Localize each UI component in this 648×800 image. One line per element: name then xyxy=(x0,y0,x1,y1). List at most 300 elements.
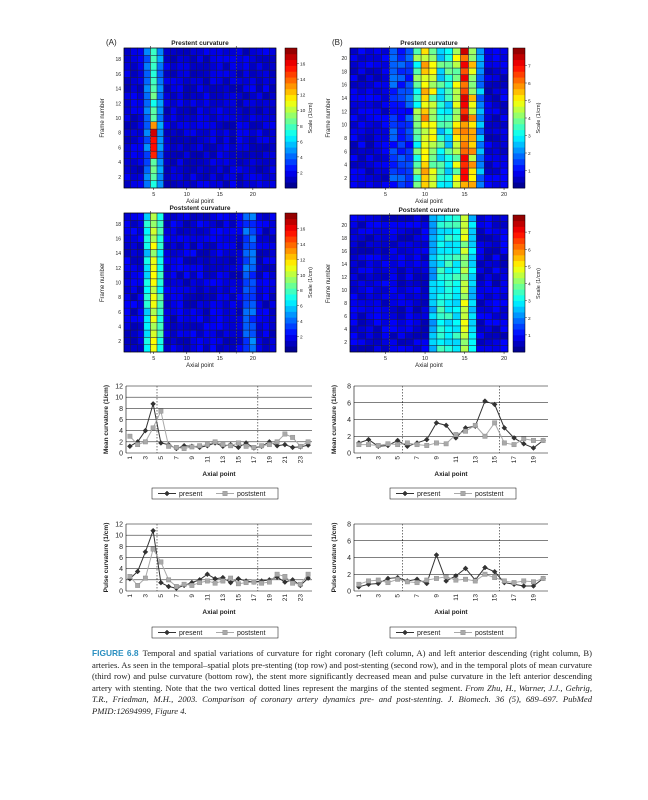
colorbar-tick-label: 1 xyxy=(528,169,531,175)
y-tick-label: 16 xyxy=(341,82,347,89)
x-tick-label: 19 xyxy=(266,456,274,464)
heatmap-cell xyxy=(157,173,164,180)
heatmap-cell xyxy=(230,114,237,121)
poststent-marker xyxy=(386,442,390,446)
heatmap-cell xyxy=(197,107,204,114)
heatmap-cell xyxy=(150,228,157,235)
heatmap-cell xyxy=(405,228,413,235)
heatmap-cell xyxy=(256,100,263,107)
heatmap-cell xyxy=(236,293,243,300)
heatmap-cell xyxy=(164,107,171,114)
heatmap-cell xyxy=(203,92,210,99)
heatmap-cell xyxy=(190,220,197,227)
heatmap-cell xyxy=(217,159,224,166)
poststent-marker xyxy=(473,423,477,427)
heatmap-cell xyxy=(137,337,144,344)
heatmap-cell xyxy=(445,61,453,68)
x-tick-label: 11 xyxy=(452,594,460,601)
heatmap-cell xyxy=(484,175,492,182)
x-axis-label: Axial point xyxy=(186,363,214,369)
heatmap-cell xyxy=(500,313,508,320)
heatmap-cell xyxy=(405,148,413,155)
colorbar-swatch xyxy=(513,249,525,255)
heatmap-cell xyxy=(170,242,177,249)
heatmap-cell xyxy=(453,95,461,102)
heatmap-cell xyxy=(429,175,437,182)
heatmap-cell xyxy=(150,173,157,180)
heatmap-cell xyxy=(429,181,437,188)
heatmap-cell xyxy=(390,81,398,88)
poststent-marker xyxy=(166,578,170,582)
heatmap-cell xyxy=(223,100,230,107)
heatmap-cell xyxy=(350,274,358,281)
heatmap-cell xyxy=(350,254,358,261)
heatmap-cell xyxy=(203,315,210,322)
heatmap-cell xyxy=(405,280,413,287)
heatmap-cell xyxy=(461,280,469,287)
x-tick-label: 13 xyxy=(219,594,227,602)
heatmap-cell xyxy=(405,267,413,274)
heatmap-cell xyxy=(137,114,144,121)
heatmap-cell xyxy=(437,261,445,268)
poststent-marker xyxy=(434,441,438,445)
heatmap-cell xyxy=(217,272,224,279)
heatmap-cell xyxy=(429,55,437,62)
heatmap-cell xyxy=(150,114,157,121)
heatmap-cell xyxy=(405,121,413,128)
heatmap-cell xyxy=(137,107,144,114)
heatmap-cell xyxy=(390,228,398,235)
heatmap-cell xyxy=(170,144,177,151)
heatmap-cell xyxy=(137,279,144,286)
heatmap-cell xyxy=(405,313,413,320)
x-tick-label: 17 xyxy=(250,456,258,464)
colorbar-swatch xyxy=(513,141,525,147)
heatmap-cell xyxy=(350,175,358,182)
heatmap-cell xyxy=(413,48,421,55)
heatmap-cell xyxy=(421,254,429,261)
heatmap-cell xyxy=(230,136,237,143)
heatmap-cell xyxy=(500,115,508,122)
heatmap-cell xyxy=(390,168,398,175)
colorbar-swatch xyxy=(285,265,297,271)
heatmap-cell xyxy=(170,159,177,166)
heatmap-cell xyxy=(177,48,184,55)
heatmap-cell xyxy=(437,306,445,313)
heatmap-cell xyxy=(243,166,250,173)
heatmap-title: Prestent curvature xyxy=(400,40,458,47)
heatmap-cell xyxy=(197,250,204,257)
heatmap-cell xyxy=(429,155,437,162)
heatmap-cell xyxy=(476,248,484,255)
heatmap-cell xyxy=(263,228,270,235)
x-tick-label: 10 xyxy=(183,192,190,198)
heatmap-cell xyxy=(437,101,445,108)
heatmap-cell xyxy=(150,330,157,337)
heatmap-cell xyxy=(476,61,484,68)
x-tick-label: 7 xyxy=(414,456,422,460)
heatmap-cell xyxy=(390,181,398,188)
heatmap-cell xyxy=(445,81,453,88)
heatmap-cell xyxy=(405,326,413,333)
heatmap-cell xyxy=(405,306,413,313)
heatmap-cell xyxy=(453,274,461,281)
heatmap-cell xyxy=(177,63,184,70)
heatmap-cell xyxy=(269,100,276,107)
x-tick-label: 13 xyxy=(472,456,480,464)
heatmap-cell xyxy=(429,168,437,175)
heatmap-cell xyxy=(190,85,197,92)
heatmap-cell xyxy=(461,68,469,75)
colorbar-swatch xyxy=(285,124,297,130)
heatmap-cell xyxy=(236,159,243,166)
heatmap-cell xyxy=(437,148,445,155)
heatmap-cell xyxy=(469,61,477,68)
heatmap-cell xyxy=(374,75,382,82)
heatmap-cell xyxy=(223,264,230,271)
heatmap-cell xyxy=(358,148,366,155)
heatmap-cell xyxy=(429,254,437,261)
heatmap-cell xyxy=(461,267,469,274)
heatmap-cell xyxy=(390,115,398,122)
colorbar-swatch xyxy=(513,244,525,250)
present-marker xyxy=(236,576,241,581)
heatmap-cell xyxy=(445,280,453,287)
heatmap-cell xyxy=(203,166,210,173)
heatmap-cell xyxy=(382,215,390,222)
heatmap-cell xyxy=(382,235,390,242)
heatmap-cell xyxy=(350,319,358,326)
heatmap-cell xyxy=(421,293,429,300)
heatmap-cell xyxy=(421,128,429,135)
x-tick-label: 17 xyxy=(511,456,519,464)
heatmap-cell xyxy=(250,257,257,264)
heatmap-cell xyxy=(177,337,184,344)
heatmap-cell xyxy=(263,129,270,136)
heatmap-title: Poststent curvature xyxy=(398,207,460,214)
heatmap-cell xyxy=(358,108,366,115)
heatmap-cell xyxy=(492,168,500,175)
colorbar-swatch xyxy=(513,238,525,244)
y-tick-label: 8 xyxy=(347,521,351,529)
colorbar-swatch xyxy=(513,266,525,272)
heatmap-cell xyxy=(210,100,217,107)
heatmap-cell xyxy=(269,308,276,315)
heatmap-cell xyxy=(484,88,492,95)
heatmap-cell xyxy=(137,136,144,143)
y-axis-label: Mean curvature (1/cm) xyxy=(103,385,110,454)
heatmap-cell xyxy=(170,70,177,77)
heatmap-cell xyxy=(183,151,190,158)
heatmap-cell xyxy=(437,319,445,326)
heatmap-cell xyxy=(230,181,237,188)
heatmap-cell xyxy=(183,337,190,344)
colorbar-swatch xyxy=(285,159,297,165)
heatmap-cell xyxy=(230,144,237,151)
heatmap-cell xyxy=(236,136,243,143)
heatmap-cell xyxy=(366,68,374,75)
colorbar-swatch xyxy=(513,284,525,290)
heatmap-cell xyxy=(190,308,197,315)
heatmap-cell xyxy=(203,107,210,114)
x-tick-label: 7 xyxy=(173,456,181,460)
heatmap-cell xyxy=(421,61,429,68)
caption-source: From Zhu, H., Warner, J.J., Gehrig, T.R., Friedman, M.H., 2003. Comparison of coronary artery dynamics pre- and post-stenting. J. Biomech. 36 (5), 689–697. PubMed PMID:12694999, Figure 4. xyxy=(92,682,592,716)
heatmap-cell xyxy=(350,68,358,75)
heatmap-cell xyxy=(350,181,358,188)
heatmap-cell xyxy=(461,95,469,102)
poststent-marker xyxy=(492,575,496,579)
heatmap-cell xyxy=(170,114,177,121)
heatmap-cell xyxy=(461,241,469,248)
heatmap-cell xyxy=(469,108,477,115)
heatmap-cell xyxy=(150,92,157,99)
heatmap-cell xyxy=(492,228,500,235)
heatmap-cell xyxy=(210,166,217,173)
heatmap-cell xyxy=(164,122,171,129)
heatmap-cell xyxy=(358,48,366,55)
heatmap-cell xyxy=(223,63,230,70)
heatmap-cell xyxy=(500,222,508,229)
heatmap-cell xyxy=(250,181,257,188)
heatmap-cell xyxy=(183,286,190,293)
heatmap-cell xyxy=(170,63,177,70)
heatmap-cell xyxy=(144,272,151,279)
heatmap-cell xyxy=(256,144,263,151)
heatmap-cell xyxy=(421,55,429,62)
heatmap-cell xyxy=(256,301,263,308)
heatmap-cell xyxy=(230,159,237,166)
heatmap-cell xyxy=(397,319,405,326)
heatmap-cell xyxy=(500,61,508,68)
heatmap-cell xyxy=(484,313,492,320)
heatmap-cell xyxy=(421,88,429,95)
heatmap-cell xyxy=(429,88,437,95)
colorbar-swatch xyxy=(285,153,297,159)
heatmap-cell xyxy=(492,215,500,222)
poststent-marker xyxy=(143,576,147,580)
heatmap-cell xyxy=(374,280,382,287)
heatmap-cell xyxy=(230,330,237,337)
heatmap-cell xyxy=(243,272,250,279)
heatmap-cell xyxy=(263,63,270,70)
heatmap-cell xyxy=(250,293,257,300)
heatmap-cell xyxy=(476,326,484,333)
heatmap-cell xyxy=(164,77,171,84)
heatmap-cell xyxy=(469,95,477,102)
heatmap-cell xyxy=(476,161,484,168)
heatmap-cell xyxy=(250,136,257,143)
heatmap-cell xyxy=(263,107,270,114)
heatmap-cell xyxy=(183,257,190,264)
heatmap-title: Poststent curvature xyxy=(169,205,231,212)
heatmap-cell xyxy=(382,161,390,168)
heatmap-cell xyxy=(157,272,164,279)
heatmap-cell xyxy=(243,242,250,249)
heatmap-cell xyxy=(144,181,151,188)
heatmap-cell xyxy=(157,55,164,62)
heatmap-cell xyxy=(230,228,237,235)
heatmap-cell xyxy=(190,323,197,330)
heatmap-cell xyxy=(263,85,270,92)
colorbar-swatch xyxy=(513,136,525,142)
heatmap-cell xyxy=(177,85,184,92)
heatmap-cell xyxy=(484,267,492,274)
heatmap-cell xyxy=(437,326,445,333)
heatmap-cell xyxy=(390,306,398,313)
heatmap-cell xyxy=(500,215,508,222)
heatmap-cell xyxy=(405,300,413,307)
heatmap-cell xyxy=(190,173,197,180)
heatmap-cell xyxy=(236,330,243,337)
heatmap-cell xyxy=(131,173,138,180)
colorbar-tick-label: 12 xyxy=(300,93,306,99)
heatmap-cell xyxy=(236,63,243,70)
heatmap-cell xyxy=(382,313,390,320)
heatmap-cell xyxy=(374,155,382,162)
heatmap-cell xyxy=(269,242,276,249)
heatmap-cell xyxy=(484,121,492,128)
heatmap-cell xyxy=(492,313,500,320)
heatmap-cell xyxy=(445,267,453,274)
colorbar-swatch xyxy=(285,106,297,112)
heatmap-cell xyxy=(484,241,492,248)
heatmap-cell xyxy=(397,155,405,162)
heatmap-cell xyxy=(131,337,138,344)
heatmap-cell xyxy=(210,70,217,77)
heatmap-cell xyxy=(256,55,263,62)
heatmap-cell xyxy=(256,315,263,322)
x-tick-label: 11 xyxy=(204,594,212,601)
present-marker xyxy=(151,401,156,406)
heatmap-cell xyxy=(461,215,469,222)
colorbar-swatch xyxy=(285,54,297,60)
heatmap-cell xyxy=(217,301,224,308)
heatmap-cell xyxy=(190,301,197,308)
colorbar-tick-label: 6 xyxy=(528,82,531,87)
heatmap-cell xyxy=(445,175,453,182)
colorbar-swatch xyxy=(513,312,525,318)
heatmap-cell xyxy=(374,339,382,346)
y-tick-label: 14 xyxy=(341,96,347,102)
heatmap-cell xyxy=(413,319,421,326)
heatmap-cell xyxy=(405,88,413,95)
heatmap-cell xyxy=(157,330,164,337)
heatmap-cell xyxy=(131,129,138,136)
heatmap-cell xyxy=(250,337,257,344)
heatmap-cell xyxy=(210,144,217,151)
heatmap-cell xyxy=(164,159,171,166)
heatmap-cell xyxy=(469,274,477,281)
heatmap-cell xyxy=(230,213,237,220)
heatmap-cell xyxy=(203,173,210,180)
poststent-marker xyxy=(221,442,225,446)
heatmap-cell xyxy=(243,250,250,257)
heatmap-cell xyxy=(144,136,151,143)
heatmap-cell xyxy=(131,213,138,220)
heatmap-cell xyxy=(382,326,390,333)
heatmap-cell xyxy=(445,161,453,168)
heatmap-cell xyxy=(453,108,461,115)
heatmap-cell xyxy=(256,136,263,143)
heatmap-cell xyxy=(210,308,217,315)
heatmap-cell xyxy=(397,293,405,300)
heatmap-cell xyxy=(397,68,405,75)
heatmap-cell xyxy=(243,330,250,337)
heatmap-cell xyxy=(484,48,492,55)
colorbar-swatch xyxy=(285,48,297,54)
heatmap-cell xyxy=(366,345,374,352)
heatmap-cell xyxy=(210,122,217,129)
heatmap-cell xyxy=(131,272,138,279)
heatmap-cell xyxy=(358,267,366,274)
heatmap-cell xyxy=(150,315,157,322)
heatmap-cell xyxy=(124,92,131,99)
heatmap-cell xyxy=(382,248,390,255)
heatmap-cell xyxy=(170,301,177,308)
heatmap-cell xyxy=(500,95,508,102)
heatmap-cell xyxy=(366,175,374,182)
heatmap-cell xyxy=(263,315,270,322)
heatmap-cell xyxy=(263,151,270,158)
heatmap-cell xyxy=(256,92,263,99)
x-tick-label: 15 xyxy=(235,594,243,602)
heatmap-cell xyxy=(437,267,445,274)
heatmap-cell xyxy=(183,48,190,55)
heatmap-cell xyxy=(170,315,177,322)
heatmap-cell xyxy=(366,148,374,155)
poststent-marker xyxy=(512,442,516,446)
heatmap-cell xyxy=(429,61,437,68)
heatmap-cell xyxy=(197,257,204,264)
heatmap-cell xyxy=(492,155,500,162)
heatmap-cell xyxy=(243,286,250,293)
present-marker xyxy=(166,584,171,589)
heatmap-cell xyxy=(190,315,197,322)
heatmap-cell xyxy=(144,151,151,158)
heatmap-cell xyxy=(203,228,210,235)
heatmap-cell xyxy=(437,128,445,135)
y-tick-label: 6 xyxy=(119,555,123,562)
heatmap-cell xyxy=(476,306,484,313)
x-tick-label: 9 xyxy=(188,456,196,460)
heatmap-cell xyxy=(131,345,138,352)
legend-present-label: present xyxy=(417,491,441,498)
colorbar-tick-label: 8 xyxy=(300,124,303,130)
heatmap-cell xyxy=(358,81,366,88)
heatmap-cell xyxy=(170,122,177,129)
heatmap-cell xyxy=(382,222,390,229)
heatmap-cell xyxy=(150,323,157,330)
heatmap-cell xyxy=(461,61,469,68)
heatmap-cell xyxy=(350,248,358,255)
heatmap-cell xyxy=(405,241,413,248)
heatmap-cell xyxy=(177,220,184,227)
heatmap-cell xyxy=(437,135,445,142)
colorbar-swatch xyxy=(285,77,297,83)
heatmap-cell xyxy=(137,63,144,70)
poststent-marker xyxy=(236,582,240,586)
heatmap-cell xyxy=(131,166,138,173)
heatmap-cell xyxy=(124,173,131,180)
heatmap-cell xyxy=(124,159,131,166)
heatmap-cell xyxy=(390,121,398,128)
heatmap-cell xyxy=(250,315,257,322)
heatmap-cell xyxy=(144,330,151,337)
heatmap-cell xyxy=(358,228,366,235)
heatmap-cell xyxy=(500,155,508,162)
poststent-marker xyxy=(252,580,256,584)
